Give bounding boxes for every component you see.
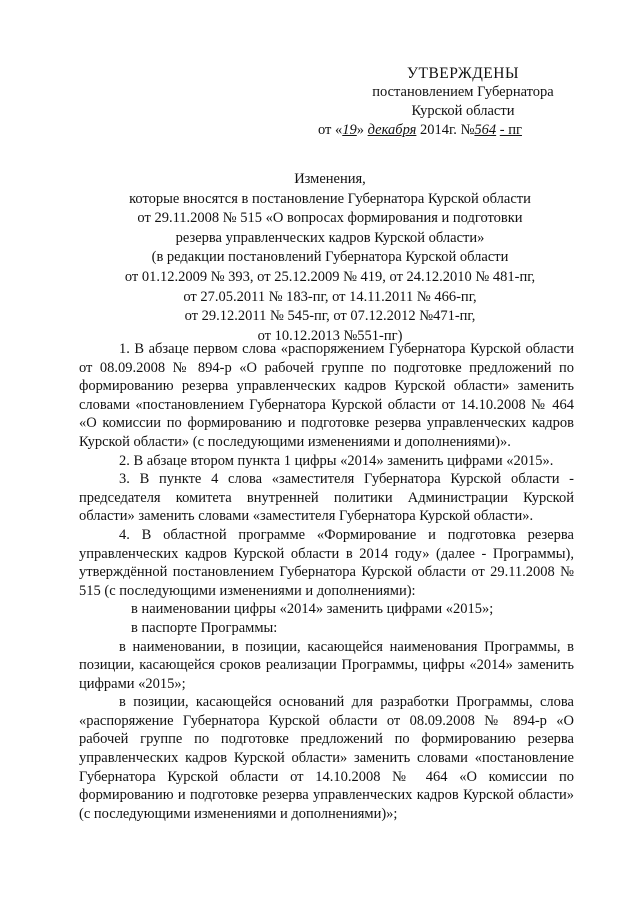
number-suffix: - пг [499,122,522,138]
number-prefix: № [460,122,475,138]
paragraph-4: 4. В областной программе «Формирование и подготовка резерва управленческих кадров Курской области в 2014 году» (далее - Программы), утверждённой постановлением Губернатора Курской области от 29.11.2008 № 515 (с последующими изменениями и дополнениями): [79,526,574,599]
approval-line-2: Курской области [411,103,515,119]
paragraph-4-item-passport: в паспорте Программы: [131,619,278,636]
paragraph-4-item-positions: в наименовании, в позиции, касающейся наименования Программы, в позиции, касающейся сроков реализации Программы, цифры «2014» заменить цифрами «2015»; [79,638,574,692]
paragraph-4-item-grounds: в позиции, касающейся оснований для разработки Программы, слова «распоряжение Губернатора Курской области от 08.09.2008 № 894-р «О рабочей группе по подготовке предложений по формированию резерва управленческих кадров Курской области» заменить словами «постановление Губернатора Курской области от 14.10.2008 № 464 «О комиссии по формированию и подготовке резерва управленческих кадров Курской области» (с последующими изменениями и дополнениями)»; [79,694,574,822]
date-prefix: от « [318,122,343,138]
approval-stamp [318,64,608,140]
heading-line: которые вносятся в постановление Губернатора Курской области [129,190,531,207]
date-month: декабря [367,122,417,138]
heading-line: от 29.12.2011 № 545-пг, от 07.12.2012 №471-пг, [184,308,476,325]
decree-number: 564 [474,122,497,138]
date-day-close: » [356,122,365,138]
heading-line: от 10.12.2013 №551-пг) [257,327,403,344]
heading-line: от 29.11.2008 № 515 «О вопросах формирования и подготовки [137,210,523,227]
paragraph-4-item-name: в наименовании цифры «2014» заменить цифрами «2015»; [131,601,494,618]
paragraph-1: 1. В абзаце первом слова «распоряжением Губернатора Курской области от 08.09.2008 № 894-р «О рабочей группе по подготовке предложений по формированию резерва управленческих кадров Курской области» заменить словами «постановлением Губернатора Курской области от 14.10.2008 № 464 «О комиссии по формированию и подготовке резерва управленческих кадров Курской области» (с последующими изменениями и дополнениями)». [79,341,574,450]
approval-date-line [318,121,608,140]
heading-line: резерва управленческих кадров Курской области» [175,229,485,246]
document-body [79,340,574,823]
date-day: 19 [342,122,357,138]
paragraph-3: 3. В пункте 4 слова «заместителя Губернатора Курской области - председателя комитета внутренней политики Администрации Курской области» заменить словами «заместителя Губернатора Курской области». [79,471,574,525]
document-heading [70,170,590,346]
approval-title: УТВЕРЖДЕНЫ [407,65,519,82]
heading-line: (в редакции постановлений Губернатора Курской области [151,249,509,266]
paragraph-2: 2. В абзаце втором пункта 1 цифры «2014» заменить цифрами «2015». [119,452,554,469]
heading-line: Изменения, [294,171,366,187]
heading-line: от 01.12.2009 № 393, от 25.12.2009 № 419, от 24.12.2010 № 481-пг, [124,268,536,285]
heading-line: от 27.05.2011 № 183-пг, от 14.11.2011 № 466-пг, [183,288,477,305]
approval-line-1: постановлением Губернатора [372,84,554,100]
date-year: 2014г. [420,122,457,138]
